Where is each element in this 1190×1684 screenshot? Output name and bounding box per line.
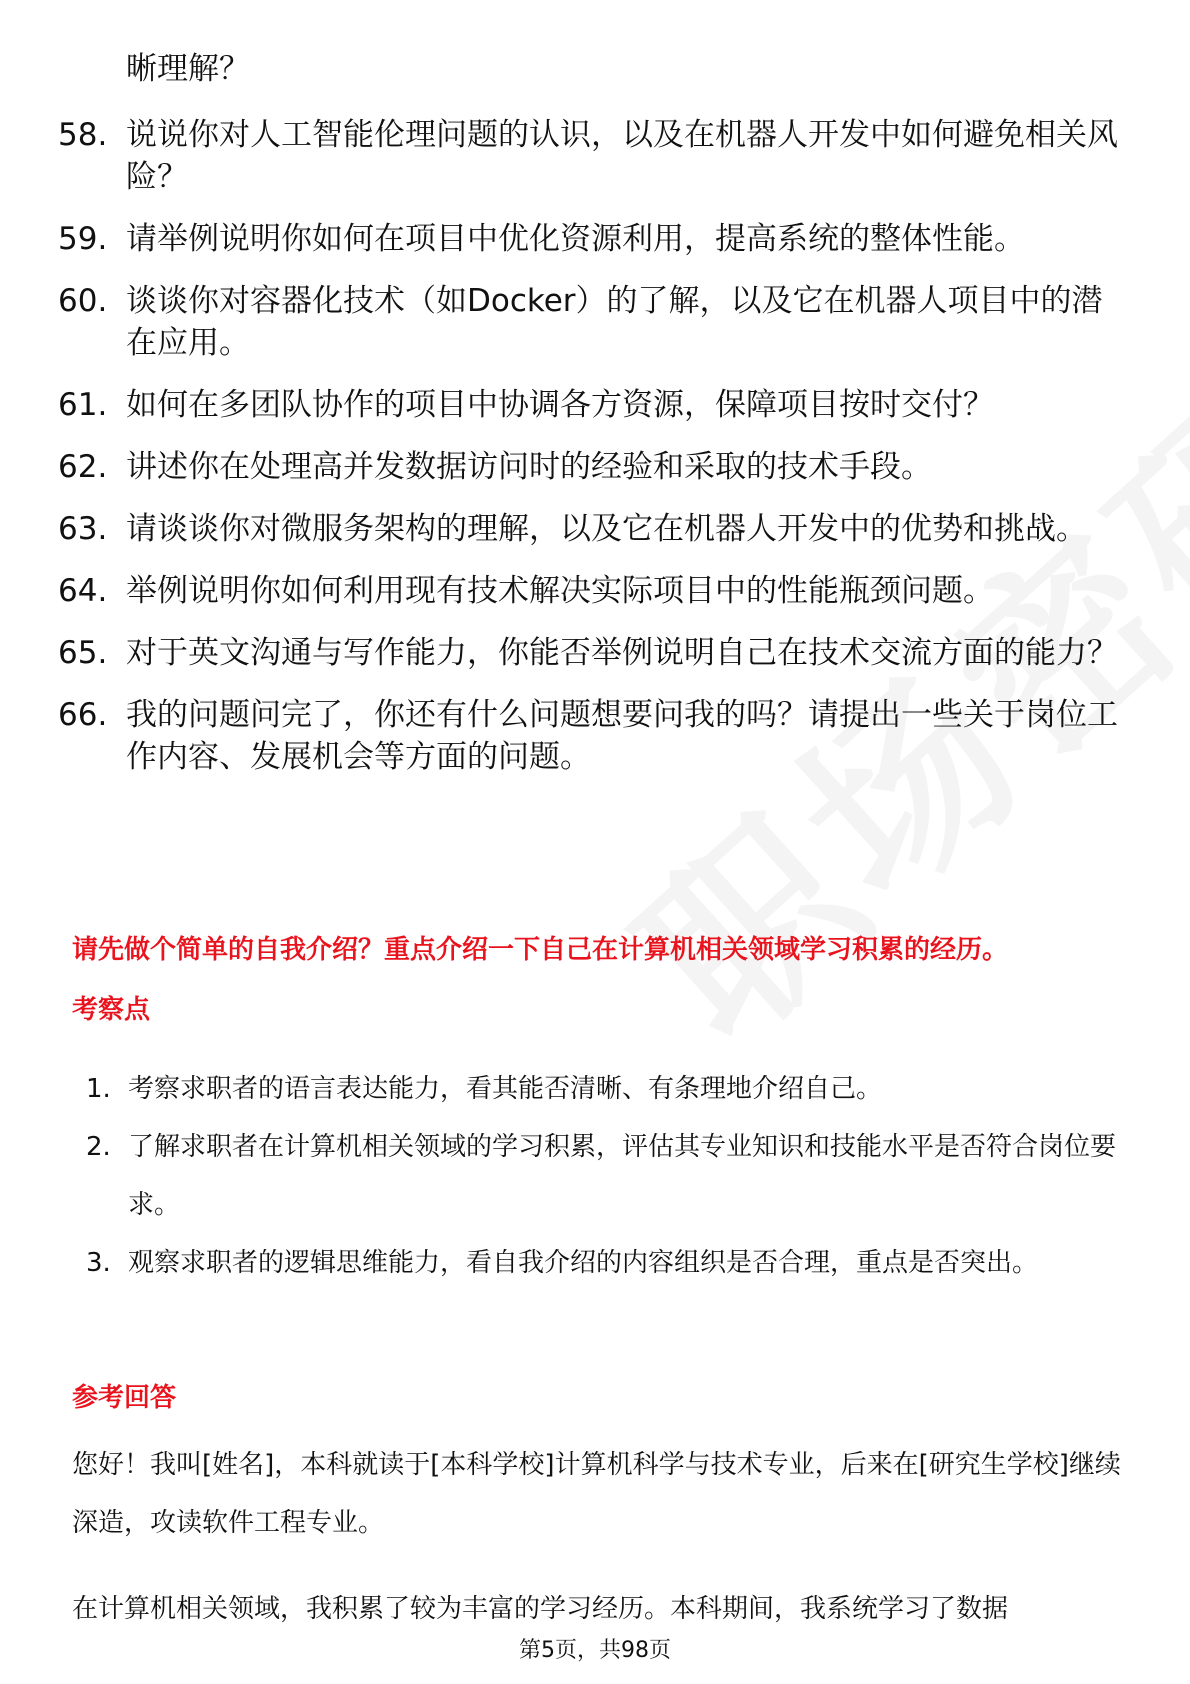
question-number: 65. xyxy=(58,635,108,671)
answer-paragraph: 在计算机相关领域，我积累了较为丰富的学习经历。本科期间，我系统学习了数据 xyxy=(72,1594,1009,1624)
section-title-exam: 考察点 xyxy=(72,995,151,1025)
exam-point-item xyxy=(72,1118,1132,1234)
question-item xyxy=(58,694,1128,778)
question-text: 请谈谈你对微服务架构的理解，以及它在机器人开发中的优势和挑战。 xyxy=(126,511,1087,547)
exam-point-text: 了解求职者在计算机相关领域的学习积累，评估其专业知识和技能水平是否符合岗位要求。 xyxy=(128,1132,1117,1220)
question-item xyxy=(58,114,1128,198)
question-list xyxy=(58,48,1128,798)
question-text: 如何在多团队协作的项目中协调各方资源，保障项目按时交付？ xyxy=(126,387,994,423)
question-number: 63. xyxy=(58,511,108,547)
featured-question: 请先做个简单的自我介绍？重点介绍一下自己在计算机相关领域学习积累的经历。 xyxy=(72,935,1009,965)
question-text: 举例说明你如何利用现有技术解决实际项目中的性能瓶颈问题。 xyxy=(126,573,994,609)
exam-point-item xyxy=(72,1234,1132,1292)
question-item xyxy=(58,632,1128,674)
question-text: 讲述你在处理高并发数据访问时的经验和采取的技术手段。 xyxy=(126,449,932,485)
question-text: 对于英文沟通与写作能力，你能否举例说明自己在技术交流方面的能力？ xyxy=(126,635,1118,671)
exam-point-number: 1. xyxy=(86,1074,111,1104)
question-number: 60. xyxy=(58,283,108,319)
page-footer: 第5页，共98页 xyxy=(519,1638,671,1663)
question-item xyxy=(58,446,1128,488)
question-item xyxy=(58,48,1128,90)
exam-point-text: 观察求职者的逻辑思维能力，看自我介绍的内容组织是否合理，重点是否突出。 xyxy=(128,1248,1039,1278)
exam-point-item xyxy=(72,1060,1132,1118)
exam-point-text: 考察求职者的语言表达能力，看其能否清晰、有条理地介绍自己。 xyxy=(128,1074,883,1104)
exam-point-number: 2. xyxy=(86,1132,111,1162)
question-number: 59. xyxy=(58,221,108,257)
question-number: 64. xyxy=(58,573,108,609)
question-item xyxy=(58,508,1128,550)
question-item xyxy=(58,384,1128,426)
section-title-answer: 参考回答 xyxy=(72,1383,177,1413)
question-text: 说说你对人工智能伦理问题的认识，以及在机器人开发中如何避免相关风险？ xyxy=(126,117,1118,195)
exam-point-number: 3. xyxy=(86,1248,111,1278)
question-item xyxy=(58,218,1128,260)
question-number: 61. xyxy=(58,387,108,423)
question-item xyxy=(58,280,1128,364)
question-text: 我的问题问完了，你还有什么问题想要问我的吗？请提出一些关于岗位工作内容、发展机会等方面的问题。 xyxy=(126,697,1118,775)
question-item xyxy=(58,570,1128,612)
question-number: 62. xyxy=(58,449,108,485)
answer-paragraph: 您好！我叫[姓名]，本科就读于[本科学校]计算机科学与技术专业，后来在[研究生学校]继续深造，攻读软件工程专业。 xyxy=(72,1450,1121,1538)
question-number: 58. xyxy=(58,117,108,153)
exam-points-list xyxy=(72,1060,1132,1292)
question-text: 请举例说明你如何在项目中优化资源利用，提高系统的整体性能。 xyxy=(126,221,1025,257)
question-text: 晰理解？ xyxy=(126,51,250,87)
question-text: 谈谈你对容器化技术（如Docker）的了解，以及它在机器人项目中的潜在应用。 xyxy=(126,283,1103,361)
question-number: 66. xyxy=(58,697,108,733)
